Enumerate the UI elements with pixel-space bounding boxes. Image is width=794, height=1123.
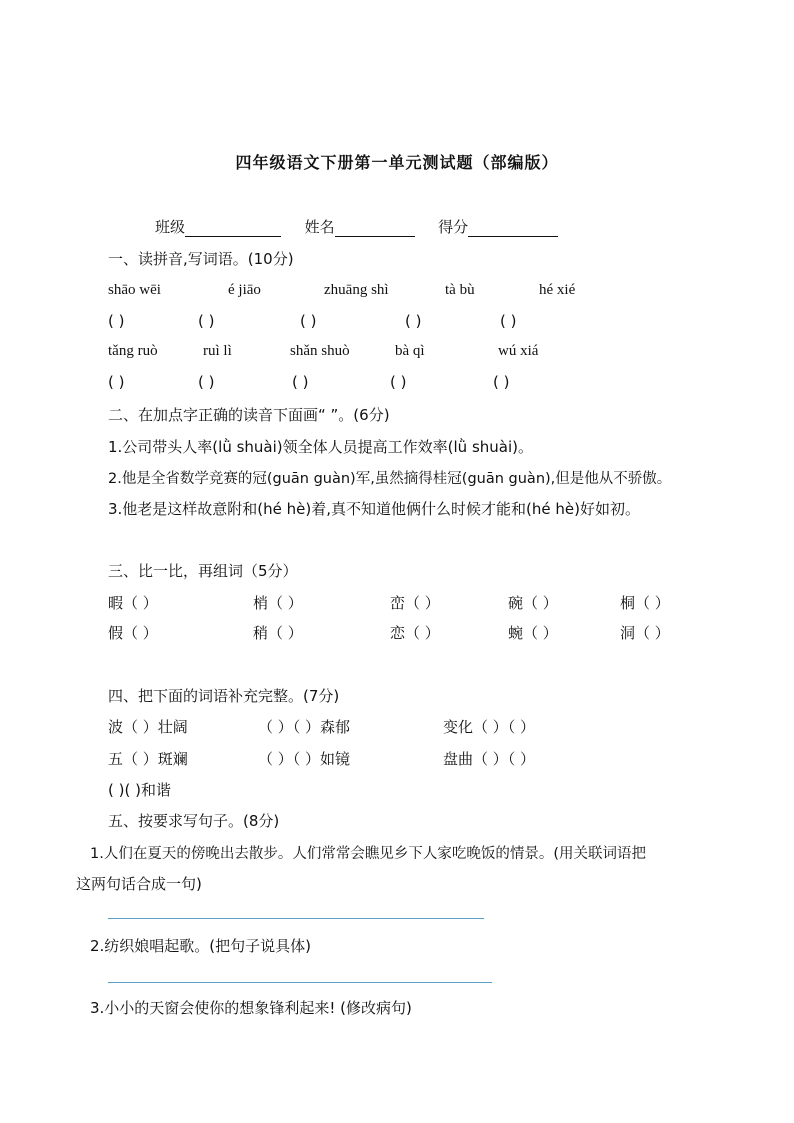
name-field[interactable] <box>335 220 415 237</box>
question-3: 3.小小的天窗会使你的想象锋利起来! (修改病句) <box>90 999 412 1017</box>
section-4-heading: 四、把下面的词语补充完整。(7分) <box>108 687 340 705</box>
answer-line[interactable] <box>108 918 484 919</box>
answer-blank[interactable]: （ ） <box>523 624 558 642</box>
pinyin-item: tǎng ruò <box>108 343 158 359</box>
idiom-item[interactable]: 五（ ）斑斓 <box>108 750 188 768</box>
char: 桐 <box>620 594 636 612</box>
question-line: 2.他是全省数学竞赛的冠(guān guàn)军,虽然摘得桂冠(guān guàn),但是他从不骄傲。 <box>108 471 672 487</box>
pinyin-item: shǎn shuò <box>290 343 350 359</box>
student-info <box>155 216 558 237</box>
idiom-item[interactable]: 变化（ ）（ ） <box>443 718 536 736</box>
question-1: 1.人们在夏天的傍晚出去散步。人们常常会瞧见乡下人家吃晚饭的情景。(用关联词语把 <box>90 846 646 862</box>
section-1-heading: 一、读拼音,写词语。(10分) <box>108 250 294 268</box>
section-5-heading: 五、按要求写句子。(8分) <box>108 812 280 830</box>
idiom-item[interactable]: 盘曲（ ）（ ） <box>443 750 536 768</box>
answer-blank[interactable]: （ ） <box>523 594 558 612</box>
pinyin-item: shāo wēi <box>108 282 161 298</box>
answer-blank[interactable]: （ ） <box>405 594 440 612</box>
char: 梢 <box>253 594 269 612</box>
char: 假 <box>108 624 124 642</box>
pinyin-item: bà qì <box>395 343 425 359</box>
idiom-item[interactable]: （ ）（ ）森郁 <box>258 718 351 736</box>
page-title: 四年级语文下册第一单元测试题（部编版） <box>235 153 559 172</box>
char: 碗 <box>508 594 524 612</box>
answer-blank[interactable]: ( ) <box>108 373 125 391</box>
answer-blank[interactable]: ( ) <box>390 373 407 391</box>
class-field[interactable] <box>185 220 281 237</box>
answer-blank[interactable]: （ ） <box>268 594 303 612</box>
name-label: 姓名 <box>304 218 335 236</box>
pinyin-item: ruì lì <box>203 343 232 359</box>
answer-blank[interactable]: ( ) <box>292 373 309 391</box>
answer-blank[interactable]: （ ） <box>635 594 670 612</box>
pinyin-item: tà bù <box>445 282 475 298</box>
question-2: 2.纺织娘唱起歌。(把句子说具体) <box>90 937 312 955</box>
answer-blank[interactable]: ( ) <box>493 373 510 391</box>
answer-blank[interactable]: ( ) <box>198 312 215 330</box>
pinyin-item: é jiāo <box>228 282 261 298</box>
question-line: 3.他老是这样故意附和(hé hè)着,真不知道他俩什么时候才能和(hé hè)好如初。 <box>108 500 640 518</box>
answer-blank[interactable]: （ ） <box>268 624 303 642</box>
answer-blank[interactable]: ( ) <box>405 312 422 330</box>
idiom-item[interactable]: 波（ ）壮阔 <box>108 718 188 736</box>
char: 稍 <box>253 624 269 642</box>
answer-blank[interactable]: ( ) <box>198 373 215 391</box>
char: 洞 <box>620 624 636 642</box>
answer-blank[interactable]: （ ） <box>123 594 158 612</box>
idiom-item[interactable]: ( )( )和谐 <box>108 781 171 799</box>
pinyin-item: zhuāng shì <box>324 282 389 298</box>
char: 蜿 <box>508 624 524 642</box>
char: 恋 <box>390 624 406 642</box>
answer-blank[interactable]: （ ） <box>123 624 158 642</box>
idiom-item[interactable]: （ ）（ ）如镜 <box>258 750 351 768</box>
score-label: 得分 <box>438 218 469 236</box>
answer-blank[interactable]: （ ） <box>405 624 440 642</box>
pinyin-item: hé xié <box>539 282 576 298</box>
pinyin-item: wú xiá <box>498 343 539 359</box>
answer-blank[interactable]: ( ) <box>500 312 517 330</box>
char: 峦 <box>390 594 406 612</box>
answer-line[interactable] <box>108 982 492 983</box>
section-3-heading: 三、比一比，再组词（5分） <box>108 562 298 580</box>
answer-blank[interactable]: （ ） <box>635 624 670 642</box>
question-1-cont: 这两句话合成一句) <box>76 875 202 893</box>
char: 暇 <box>108 594 124 612</box>
section-2-heading: 二、在加点字正确的读音下面画“ ”。(6分) <box>108 406 390 424</box>
score-field[interactable] <box>468 220 558 237</box>
class-label: 班级 <box>155 218 186 236</box>
question-line: 1.公司带头人率(lǜ shuài)领全体人员提高工作效率(lǜ shuài)。 <box>108 438 533 456</box>
answer-blank[interactable]: ( ) <box>108 312 125 330</box>
answer-blank[interactable]: ( ) <box>300 312 317 330</box>
